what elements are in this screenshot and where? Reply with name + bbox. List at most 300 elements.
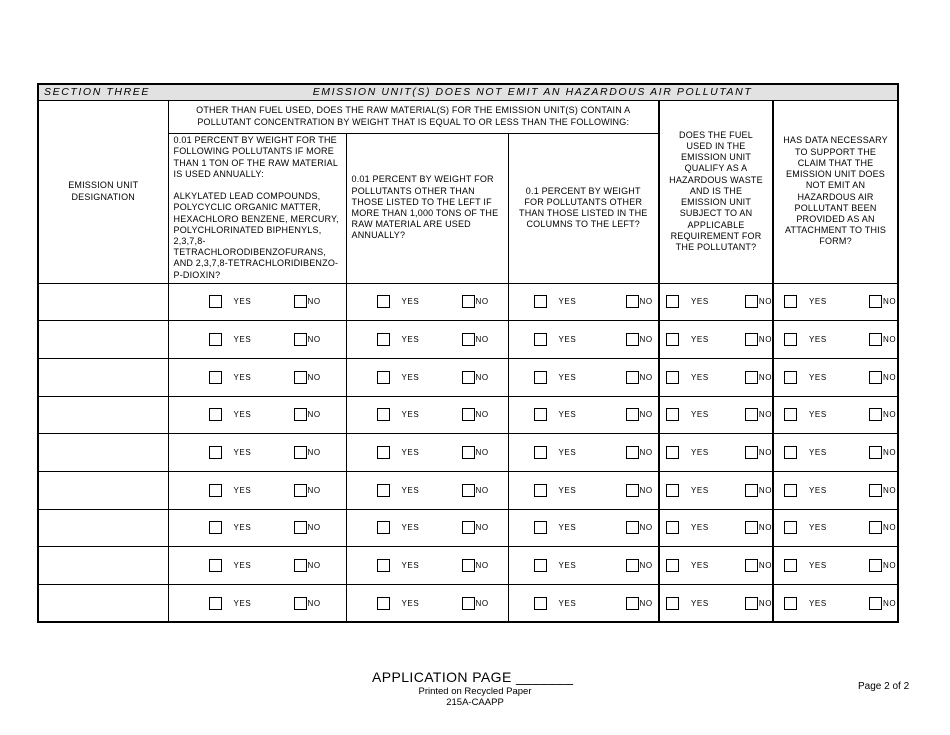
no-checkbox[interactable] [869, 295, 882, 308]
yes-no-cell [346, 434, 508, 472]
no-label: NO [883, 410, 897, 420]
yes-checkbox[interactable] [666, 371, 679, 384]
yes-label: YES [558, 297, 577, 307]
yes-no-cell [508, 585, 659, 623]
yes-no-cell [346, 396, 508, 434]
no-checkbox[interactable] [869, 597, 882, 610]
no-label: NO [758, 485, 773, 495]
yes-no-cell [773, 547, 898, 585]
yes-checkbox[interactable] [666, 333, 679, 346]
emission-unit-row [38, 585, 898, 623]
yes-checkbox[interactable] [534, 371, 547, 384]
no-label: NO [639, 485, 653, 495]
yes-checkbox[interactable] [377, 559, 390, 572]
yes-no-group [347, 597, 508, 610]
no-label: NO [307, 598, 321, 608]
no-label: NO [475, 523, 489, 533]
yes-checkbox[interactable] [377, 446, 390, 459]
yes-checkbox[interactable] [784, 333, 797, 346]
yes-no-group [509, 408, 659, 421]
no-checkbox[interactable] [626, 371, 639, 384]
no-label: NO [475, 448, 489, 458]
no-label: NO [475, 372, 489, 382]
emission-unit-designation-cell[interactable] [38, 396, 168, 434]
yes-no-group [509, 559, 659, 572]
supporting-data-header: HAS DATA NECESSARY TO SUPPORT THE CLAIM THAT THE EMISSION UNIT DOES NOT EMIT AN HAZARDOUS AIR POLLUTANT BEEN PROVIDED AS AN ATTACHMENT TO THIS FORM? [773, 100, 898, 283]
yes-checkbox[interactable] [666, 408, 679, 421]
yes-no-cell [773, 434, 898, 472]
yes-no-cell [168, 547, 346, 585]
yes-no-cell [346, 358, 508, 396]
no-label: NO [307, 297, 321, 307]
emission-unit-row [38, 396, 898, 434]
yes-label: YES [691, 485, 709, 495]
yes-checkbox[interactable] [209, 521, 222, 534]
yes-label: YES [401, 372, 420, 382]
no-label: NO [883, 448, 897, 458]
no-checkbox[interactable] [745, 446, 758, 459]
yes-no-group [774, 295, 897, 308]
yes-checkbox[interactable] [666, 295, 679, 308]
yes-no-group [169, 484, 346, 497]
yes-checkbox[interactable] [377, 521, 390, 534]
no-label: NO [307, 372, 321, 382]
no-checkbox[interactable] [462, 295, 475, 308]
yes-checkbox[interactable] [784, 295, 797, 308]
yes-label: YES [233, 372, 252, 382]
no-checkbox[interactable] [462, 333, 475, 346]
no-label: NO [307, 410, 321, 420]
yes-label: YES [691, 448, 709, 458]
yes-checkbox[interactable] [534, 408, 547, 421]
yes-no-cell [659, 358, 773, 396]
yes-no-cell [659, 283, 773, 321]
yes-label: YES [401, 523, 420, 533]
yes-checkbox[interactable] [784, 408, 797, 421]
no-label: NO [758, 598, 773, 608]
yes-label: YES [233, 448, 252, 458]
yes-checkbox[interactable] [377, 597, 390, 610]
emission-unit-designation-cell[interactable] [38, 434, 168, 472]
yes-checkbox[interactable] [209, 597, 222, 610]
emission-unit-designation-cell[interactable] [38, 547, 168, 585]
yes-no-group [774, 597, 897, 610]
no-checkbox[interactable] [294, 371, 307, 384]
no-label: NO [758, 297, 773, 307]
yes-checkbox[interactable] [209, 295, 222, 308]
no-checkbox[interactable] [745, 371, 758, 384]
yes-label: YES [809, 598, 827, 608]
yes-checkbox[interactable] [666, 597, 679, 610]
yes-no-group [774, 521, 897, 534]
emission-unit-designation-cell[interactable] [38, 283, 168, 321]
no-label: NO [883, 297, 897, 307]
yes-label: YES [691, 561, 709, 571]
yes-label: YES [558, 561, 577, 571]
no-checkbox[interactable] [462, 484, 475, 497]
yes-checkbox[interactable] [666, 521, 679, 534]
yes-label: YES [809, 372, 827, 382]
no-label: NO [883, 561, 897, 571]
yes-label: YES [691, 410, 709, 420]
yes-checkbox[interactable] [784, 484, 797, 497]
no-checkbox[interactable] [626, 446, 639, 459]
emission-unit-row [38, 358, 898, 396]
fuel-hazardous-waste-header: DOES THE FUEL USED IN THE EMISSION UNIT QUALIFY AS A HAZARDOUS WASTE AND IS THE EMISSION UNIT SUBJECT TO AN APPLICABLE REQUIREMENT FOR THE POLLUTANT? [659, 100, 773, 283]
yes-no-group [169, 333, 346, 346]
yes-no-cell [659, 434, 773, 472]
no-checkbox[interactable] [294, 484, 307, 497]
yes-checkbox[interactable] [209, 484, 222, 497]
yes-no-cell [168, 358, 346, 396]
yes-no-group [169, 295, 346, 308]
emission-unit-row [38, 547, 898, 585]
col1-intro: 0.01 PERCENT BY WEIGHT FOR THE FOLLOWING POLLUTANTS IF MORE THAN 1 TON OF THE RAW MATERIAL IS USED ANNUALLY: [173, 135, 338, 179]
emission-unit-designation-cell[interactable] [38, 509, 168, 547]
yes-no-group [169, 559, 346, 572]
yes-no-group [660, 371, 772, 384]
yes-no-cell [508, 471, 659, 509]
no-checkbox[interactable] [745, 484, 758, 497]
yes-no-group [347, 559, 508, 572]
yes-checkbox[interactable] [377, 408, 390, 421]
yes-checkbox[interactable] [209, 559, 222, 572]
yes-label: YES [233, 335, 252, 345]
no-label: NO [639, 372, 653, 382]
no-checkbox[interactable] [626, 408, 639, 421]
yes-checkbox[interactable] [209, 408, 222, 421]
yes-checkbox[interactable] [784, 371, 797, 384]
no-label: NO [639, 410, 653, 420]
yes-checkbox[interactable] [534, 521, 547, 534]
col3-header: 0.1 PERCENT BY WEIGHT FOR POLLUTANTS OTHER THAN THOSE LISTED IN THE COLUMNS TO THE LEFT? [508, 133, 659, 283]
yes-no-group [509, 484, 659, 497]
no-checkbox[interactable] [745, 333, 758, 346]
yes-checkbox[interactable] [209, 446, 222, 459]
no-label: NO [307, 485, 321, 495]
yes-no-group [347, 371, 508, 384]
yes-label: YES [809, 485, 827, 495]
no-label: NO [475, 297, 489, 307]
no-checkbox[interactable] [745, 295, 758, 308]
yes-no-group [774, 446, 897, 459]
yes-no-cell [773, 396, 898, 434]
no-label: NO [307, 448, 321, 458]
yes-no-cell [773, 509, 898, 547]
no-label: NO [475, 335, 489, 345]
no-checkbox[interactable] [869, 521, 882, 534]
no-label: NO [758, 372, 773, 382]
yes-label: YES [558, 485, 577, 495]
yes-no-group [660, 408, 772, 421]
section-label: SECTION THREE [38, 84, 168, 100]
yes-no-cell [659, 471, 773, 509]
yes-no-group [660, 446, 772, 459]
no-checkbox[interactable] [626, 521, 639, 534]
emission-unit-row [38, 283, 898, 321]
col2-header: 0.01 PERCENT BY WEIGHT FOR POLLUTANTS OTHER THAN THOSE LISTED TO THE LEFT IF MORE THAN 1,000 TONS OF THE RAW MATERIAL ARE USED ANNUALLY? [346, 133, 508, 283]
yes-no-group [509, 371, 659, 384]
yes-label: YES [558, 448, 577, 458]
yes-no-cell [168, 509, 346, 547]
no-checkbox[interactable] [462, 446, 475, 459]
yes-no-cell [773, 321, 898, 359]
application-page-label: APPLICATION PAGE _______ [372, 669, 574, 685]
yes-no-cell [508, 358, 659, 396]
no-checkbox[interactable] [294, 521, 307, 534]
yes-label: YES [558, 335, 577, 345]
emission-unit-designation-header: EMISSION UNIT DESIGNATION [38, 100, 168, 283]
yes-no-group [660, 597, 772, 610]
no-checkbox[interactable] [294, 408, 307, 421]
no-checkbox[interactable] [745, 559, 758, 572]
yes-no-group [774, 371, 897, 384]
no-checkbox[interactable] [294, 446, 307, 459]
no-checkbox[interactable] [626, 295, 639, 308]
yes-no-cell [168, 283, 346, 321]
yes-no-group [660, 295, 772, 308]
yes-label: YES [691, 523, 709, 533]
no-checkbox[interactable] [626, 333, 639, 346]
no-checkbox[interactable] [869, 371, 882, 384]
yes-no-cell [346, 547, 508, 585]
yes-no-group [774, 559, 897, 572]
yes-no-cell [659, 585, 773, 623]
no-checkbox[interactable] [745, 521, 758, 534]
yes-no-group [347, 521, 508, 534]
yes-no-group [169, 597, 346, 610]
yes-no-cell [508, 396, 659, 434]
no-checkbox[interactable] [745, 408, 758, 421]
yes-no-cell [508, 321, 659, 359]
yes-no-cell [659, 509, 773, 547]
yes-no-cell [168, 321, 346, 359]
yes-checkbox[interactable] [784, 597, 797, 610]
yes-checkbox[interactable] [377, 484, 390, 497]
no-label: NO [639, 598, 653, 608]
no-checkbox[interactable] [745, 597, 758, 610]
no-label: NO [758, 335, 773, 345]
emission-unit-form-table [37, 83, 899, 623]
yes-label: YES [401, 297, 420, 307]
yes-checkbox[interactable] [784, 446, 797, 459]
no-label: NO [758, 523, 773, 533]
no-label: NO [758, 410, 773, 420]
yes-label: YES [691, 335, 709, 345]
yes-label: YES [809, 523, 827, 533]
no-label: NO [883, 372, 897, 382]
yes-no-cell [168, 434, 346, 472]
no-checkbox[interactable] [462, 371, 475, 384]
yes-label: YES [558, 372, 577, 382]
col1-header [168, 133, 346, 283]
yes-label: YES [691, 598, 709, 608]
yes-label: YES [233, 297, 252, 307]
yes-label: YES [691, 372, 709, 382]
yes-no-cell [508, 509, 659, 547]
no-label: NO [639, 523, 653, 533]
no-label: NO [475, 410, 489, 420]
no-checkbox[interactable] [626, 559, 639, 572]
emission-unit-designation-cell[interactable] [38, 358, 168, 396]
yes-checkbox[interactable] [666, 484, 679, 497]
yes-no-cell [168, 471, 346, 509]
yes-label: YES [401, 485, 420, 495]
yes-no-group [509, 295, 659, 308]
emission-unit-designation-cell[interactable] [38, 321, 168, 359]
no-label: NO [475, 485, 489, 495]
yes-no-group [774, 484, 897, 497]
form-code: 215A-CAAPP [446, 697, 504, 708]
yes-no-group [347, 408, 508, 421]
col1-pollutant-list: ALKYLATED LEAD COMPOUNDS, POLYCYCLIC ORGANIC MATTER, HEXACHLORO BENZENE, MERCURY, POLYCHLORINATED BIPHENYLS, 2,3,7,8-TETRACHLORODIBENZOFURANS, AND 2,3,7,8-TETRACHLORIDIBENZO-P-DIOXIN? [173, 191, 339, 280]
no-checkbox[interactable] [462, 521, 475, 534]
yes-checkbox[interactable] [209, 371, 222, 384]
emission-unit-row [38, 471, 898, 509]
no-checkbox[interactable] [294, 333, 307, 346]
no-checkbox[interactable] [294, 559, 307, 572]
yes-checkbox[interactable] [377, 333, 390, 346]
yes-no-cell [346, 509, 508, 547]
yes-no-group [347, 333, 508, 346]
no-label: NO [883, 485, 897, 495]
no-checkbox[interactable] [626, 597, 639, 610]
no-label: NO [639, 335, 653, 345]
yes-no-cell [346, 283, 508, 321]
no-label: NO [639, 561, 653, 571]
yes-no-cell [346, 471, 508, 509]
yes-checkbox[interactable] [534, 484, 547, 497]
yes-no-group [660, 521, 772, 534]
yes-no-cell [168, 585, 346, 623]
yes-no-group [169, 371, 346, 384]
yes-label: YES [233, 598, 252, 608]
yes-checkbox[interactable] [534, 559, 547, 572]
yes-no-cell [773, 471, 898, 509]
yes-label: YES [233, 561, 252, 571]
yes-no-cell [168, 396, 346, 434]
yes-label: YES [809, 297, 827, 307]
yes-no-cell [659, 396, 773, 434]
no-checkbox[interactable] [626, 484, 639, 497]
yes-checkbox[interactable] [784, 521, 797, 534]
raw-material-question-header: OTHER THAN FUEL USED, DOES THE RAW MATERIAL(S) FOR THE EMISSION UNIT(S) CONTAIN A POLLUTANT CONCENTRATION BY WEIGHT THAT IS EQUAL TO OR LESS THAN THE FOLLOWING: [168, 100, 659, 133]
yes-no-cell [773, 283, 898, 321]
yes-label: YES [401, 410, 420, 420]
yes-no-cell [659, 321, 773, 359]
no-checkbox[interactable] [869, 333, 882, 346]
no-label: NO [475, 598, 489, 608]
yes-no-group [509, 597, 659, 610]
yes-no-group [347, 295, 508, 308]
no-checkbox[interactable] [294, 295, 307, 308]
yes-checkbox[interactable] [534, 597, 547, 610]
yes-checkbox[interactable] [534, 295, 547, 308]
yes-no-group [509, 446, 659, 459]
no-checkbox[interactable] [462, 408, 475, 421]
no-checkbox[interactable] [294, 597, 307, 610]
no-checkbox[interactable] [869, 559, 882, 572]
yes-no-cell [508, 283, 659, 321]
no-checkbox[interactable] [869, 484, 882, 497]
emission-unit-row [38, 321, 898, 359]
yes-label: YES [558, 523, 577, 533]
emission-unit-row [38, 509, 898, 547]
yes-no-group [509, 521, 659, 534]
yes-no-group [347, 446, 508, 459]
yes-label: YES [809, 448, 827, 458]
yes-label: YES [401, 598, 420, 608]
no-label: NO [307, 523, 321, 533]
no-checkbox[interactable] [869, 408, 882, 421]
yes-no-group [660, 559, 772, 572]
emission-unit-row [38, 434, 898, 472]
yes-no-group [169, 408, 346, 421]
page-number: Page 2 of 2 [858, 681, 910, 692]
recycled-paper-note: Printed on Recycled Paper [418, 686, 532, 697]
no-label: NO [475, 561, 489, 571]
no-label: NO [883, 523, 897, 533]
yes-checkbox[interactable] [666, 446, 679, 459]
yes-checkbox[interactable] [377, 371, 390, 384]
no-label: NO [758, 561, 773, 571]
yes-label: YES [691, 297, 709, 307]
section-title: EMISSION UNIT(S) DOES NOT EMIT AN HAZARDOUS AIR POLLUTANT [168, 84, 898, 100]
yes-label: YES [809, 335, 827, 345]
yes-checkbox[interactable] [377, 295, 390, 308]
yes-label: YES [401, 335, 420, 345]
no-checkbox[interactable] [462, 559, 475, 572]
yes-checkbox[interactable] [666, 559, 679, 572]
yes-checkbox[interactable] [534, 333, 547, 346]
no-label: NO [883, 598, 897, 608]
yes-label: YES [233, 523, 252, 533]
yes-no-group [509, 333, 659, 346]
yes-label: YES [809, 410, 827, 420]
yes-label: YES [558, 598, 577, 608]
yes-label: YES [233, 485, 252, 495]
yes-label: YES [558, 410, 577, 420]
yes-label: YES [401, 448, 420, 458]
no-checkbox[interactable] [462, 597, 475, 610]
yes-no-cell [346, 321, 508, 359]
yes-no-cell [508, 434, 659, 472]
yes-no-group [660, 484, 772, 497]
emission-unit-designation-cell[interactable] [38, 585, 168, 623]
yes-checkbox[interactable] [209, 333, 222, 346]
no-label: NO [307, 335, 321, 345]
yes-label: YES [233, 410, 252, 420]
yes-no-group [347, 484, 508, 497]
yes-no-group [774, 333, 897, 346]
yes-no-group [169, 521, 346, 534]
yes-label: YES [401, 561, 420, 571]
yes-no-cell [659, 547, 773, 585]
no-label: NO [639, 297, 653, 307]
yes-no-cell [773, 585, 898, 623]
no-label: NO [883, 335, 897, 345]
yes-no-group [169, 446, 346, 459]
no-checkbox[interactable] [869, 446, 882, 459]
yes-checkbox[interactable] [534, 446, 547, 459]
yes-no-group [660, 333, 772, 346]
emission-unit-designation-cell[interactable] [38, 471, 168, 509]
yes-no-cell [508, 547, 659, 585]
no-label: NO [307, 561, 321, 571]
no-label: NO [639, 448, 653, 458]
yes-label: YES [809, 561, 827, 571]
yes-checkbox[interactable] [784, 559, 797, 572]
